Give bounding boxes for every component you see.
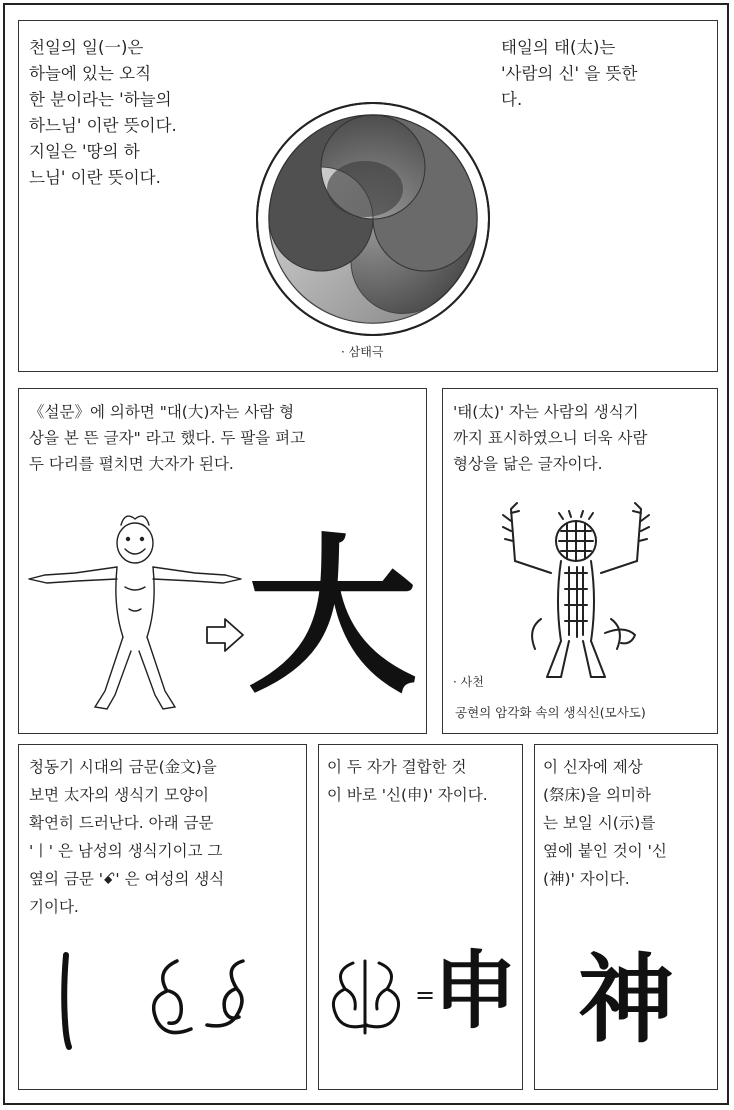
male-glyph (51, 951, 81, 1051)
panel-shin-god (534, 744, 718, 1090)
panel6-text: 이 신자에 제상 (祭床)을 의미하 는 보일 시(示)를 옆에 붙인 것이 '신 (神)' 자이다. (543, 758, 667, 888)
panel3-caption-title: · 사천 (453, 675, 484, 689)
samtaeguk-symbol (253, 99, 493, 339)
panel-samtaeguk (18, 20, 718, 372)
god-character: 神 (578, 943, 674, 1056)
panel-dae-character (18, 388, 427, 734)
panel-shin-combine (318, 744, 523, 1090)
panel3-text: '태(太)' 자는 사람의 생식기 까지 표시하였으니 더욱 사람 형상을 닮은 글자이다. (453, 403, 648, 473)
shin-character: 申 (433, 941, 518, 1040)
panel1-right-text: 태일의 태(太)는 '사람의 신' 을 뜻한 다. (501, 38, 638, 109)
panel2-text: 《설문》에 의하면 "대(大)자는 사람 형 상을 본 뜬 글자" 라고 했다. 두 팔을 펴고 두 다리를 펼치면 大자가 된다. (29, 403, 306, 473)
panel1-caption: · 삼태극 (341, 345, 384, 359)
panel-sacheon (442, 388, 718, 734)
petroglyph-figure (501, 501, 651, 681)
female-glyph (147, 955, 267, 1045)
dae-big-character: 大 (247, 517, 418, 717)
panel4-text: 청동기 시대의 금문(金文)을 보면 太자의 생식기 모양이 확연히 드러난다. 아래 금문 '丨' 은 남성의 생식기이고 그 옆의 금문 'ꗃ' 은 여성의 생식 기이다. (29, 758, 225, 916)
panel-geumun (18, 744, 307, 1090)
panel3-caption-sub: 공현의 암각화 속의 생식신(모사도) (455, 705, 646, 720)
panel5-text: 이 두 자가 결합한 것 이 바로 '신(申)' 자이다. (327, 758, 488, 804)
arrow-icon (205, 617, 245, 653)
human-figure-drawing (25, 501, 245, 721)
combined-glyph (325, 957, 415, 1037)
equals-sign: = (415, 981, 436, 1009)
panel1-left-text: 천일의 일(一)은 하늘에 있는 오직 한 분이라는 '하늘의 하느님' 이란 뜻이다. 지일은 '땅의 하 느님' 이란 뜻이다. (29, 38, 177, 187)
